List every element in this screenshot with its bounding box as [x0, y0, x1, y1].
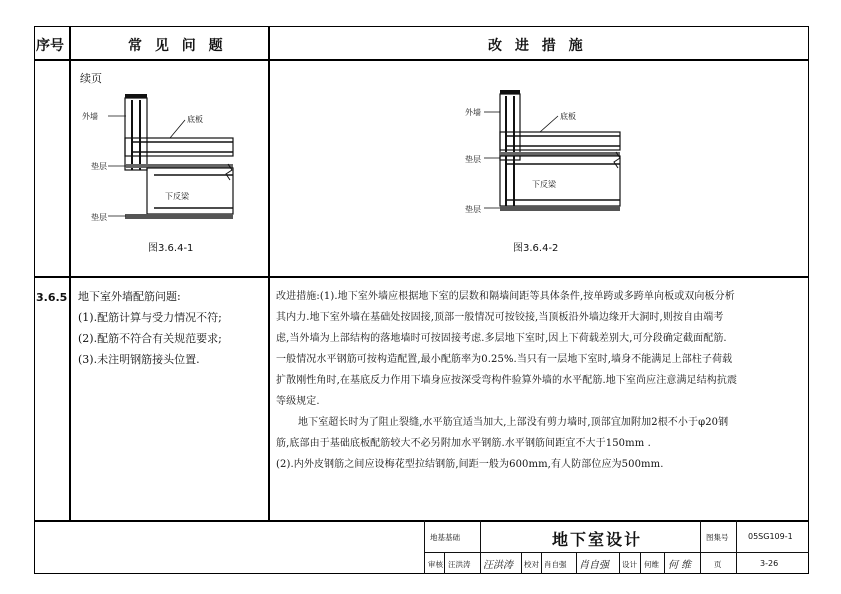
problem-list [78, 286, 264, 370]
tb-checker: 肖自强 [544, 560, 567, 569]
fig-left-label-bottom-slab: 底板 [187, 115, 203, 124]
tb-atlas-label: 图集号 [706, 533, 729, 542]
fig-right-label-outer-wall: 外墙 [465, 108, 481, 117]
improve-line-4: 一般情况水平钢筋可按构造配置,最小配筋率为0.25%.当只有一层地下室时,墙身不能满足上部柱子荷载 [276, 354, 733, 365]
tb-bottom-div-7 [640, 552, 641, 574]
fig-left-label-inverted-beam: 下反梁 [165, 192, 189, 201]
tb-category: 地基基础 [430, 533, 460, 542]
improve-text [276, 286, 806, 475]
problem-item-3: (3).未注明钢筋接头位置. [78, 353, 200, 366]
figure-left-caption: 图3.6.4-1 [148, 243, 194, 254]
tb-review-label: 审核 [428, 560, 443, 569]
title-block-mid-rule [424, 552, 809, 553]
tb-reviewer: 汪洪涛 [448, 560, 471, 569]
fig-right-label-bottom-slab: 底板 [560, 112, 576, 121]
tb-page-label: 页 [714, 560, 722, 569]
tb-bottom-div-8 [664, 552, 665, 574]
tb-divider-d [736, 520, 737, 574]
improve-line-8: 筋,底部由于基础底板配筋较大不必另附加水平钢筋.水平钢筋间距宜不大于150mm . [276, 438, 651, 449]
row-divider [34, 276, 809, 278]
figure-right-drawing [460, 82, 660, 222]
fig-right-label-cushion-bottom: 垫层 [465, 205, 481, 214]
tb-bottom-div-1 [444, 552, 445, 574]
tb-reviewer-signature: 汪洪涛 [483, 560, 513, 571]
improve-line-9: (2).内外皮钢筋之间应设梅花型拉结钢筋,间距一般为600mm,有人防部位应为500mm. [276, 459, 664, 470]
header-improve: 改 进 措 施 [488, 38, 587, 54]
fig-left-label-cushion-bottom: 垫层 [91, 213, 107, 222]
title-block-top-rule [34, 520, 809, 522]
tb-bottom-div-4 [541, 552, 542, 574]
improve-line-6: 等级规定. [276, 396, 320, 407]
tb-checker-signature: 肖自强 [579, 560, 609, 571]
tb-divider-b [480, 520, 481, 552]
tb-design-label: 设计 [622, 560, 637, 569]
improve-line-7: 地下室超长时为了阻止裂缝,水平筋宜适当加大,上部没有剪力墙时,顶部宜加附加2根不小于φ20钢 [298, 417, 729, 428]
continued-label: 续页 [80, 72, 102, 85]
tb-check-label: 校对 [524, 560, 539, 569]
tb-bottom-div-2 [480, 552, 481, 574]
problem-title: 地下室外墙配筋问题: [78, 290, 181, 303]
fig-right-label-cushion-top: 垫层 [465, 155, 481, 164]
fig-left-label-outer-wall: 外墙 [82, 112, 98, 121]
improve-line-5: 扩散刚性角时,在基底反力作用下墙身应按深受弯构件验算外墙的水平配筋.地下室尚应注意满足结构抗震 [276, 375, 738, 386]
tb-designer: 何维 [644, 560, 659, 569]
figure-right-caption: 图3.6.4-2 [513, 243, 559, 254]
header-number: 序号 [36, 38, 64, 54]
tb-bottom-div-3 [521, 552, 522, 574]
improve-line-3: 虑,当外墙为上部结构的落地墙时可按固接考虑.多层地下室时,因上下荷载差别大,可分段确定截面配筋. [276, 333, 727, 344]
tb-divider-a [424, 520, 425, 574]
tb-title: 地下室设计 [552, 530, 643, 549]
header-bottom-rule [34, 59, 809, 61]
header-problem: 常 见 问 题 [128, 38, 227, 54]
fig-right-label-inverted-beam: 下反梁 [532, 180, 556, 189]
tb-designer-signature: 何 维 [668, 560, 692, 571]
col-divider-2 [268, 26, 270, 520]
tb-atlas-no: 05SG109-1 [748, 532, 793, 541]
row2-number: 3.6.5 [36, 291, 68, 304]
improve-line-2: 其内力.地下室外墙在基础处按固接,顶部一般情况可按铰接,当顶板沿外墙边缘开大洞时,则按自由端考 [276, 312, 724, 323]
tb-bottom-div-6 [619, 552, 620, 574]
improve-line-1: 改进措施:(1).地下室外墙应根据地下室的层数和隔墙间距等具体条件,按单跨或多跨单向板或双向板分析 [276, 291, 735, 302]
problem-item-1: (1).配筋计算与受力情况不符; [78, 311, 222, 324]
tb-bottom-div-5 [576, 552, 577, 574]
problem-item-2: (2).配筋不符合有关规范要求; [78, 332, 222, 345]
tb-page-no: 3-26 [760, 559, 779, 568]
tb-divider-c [700, 520, 701, 574]
fig-left-label-cushion-top: 垫层 [91, 162, 107, 171]
